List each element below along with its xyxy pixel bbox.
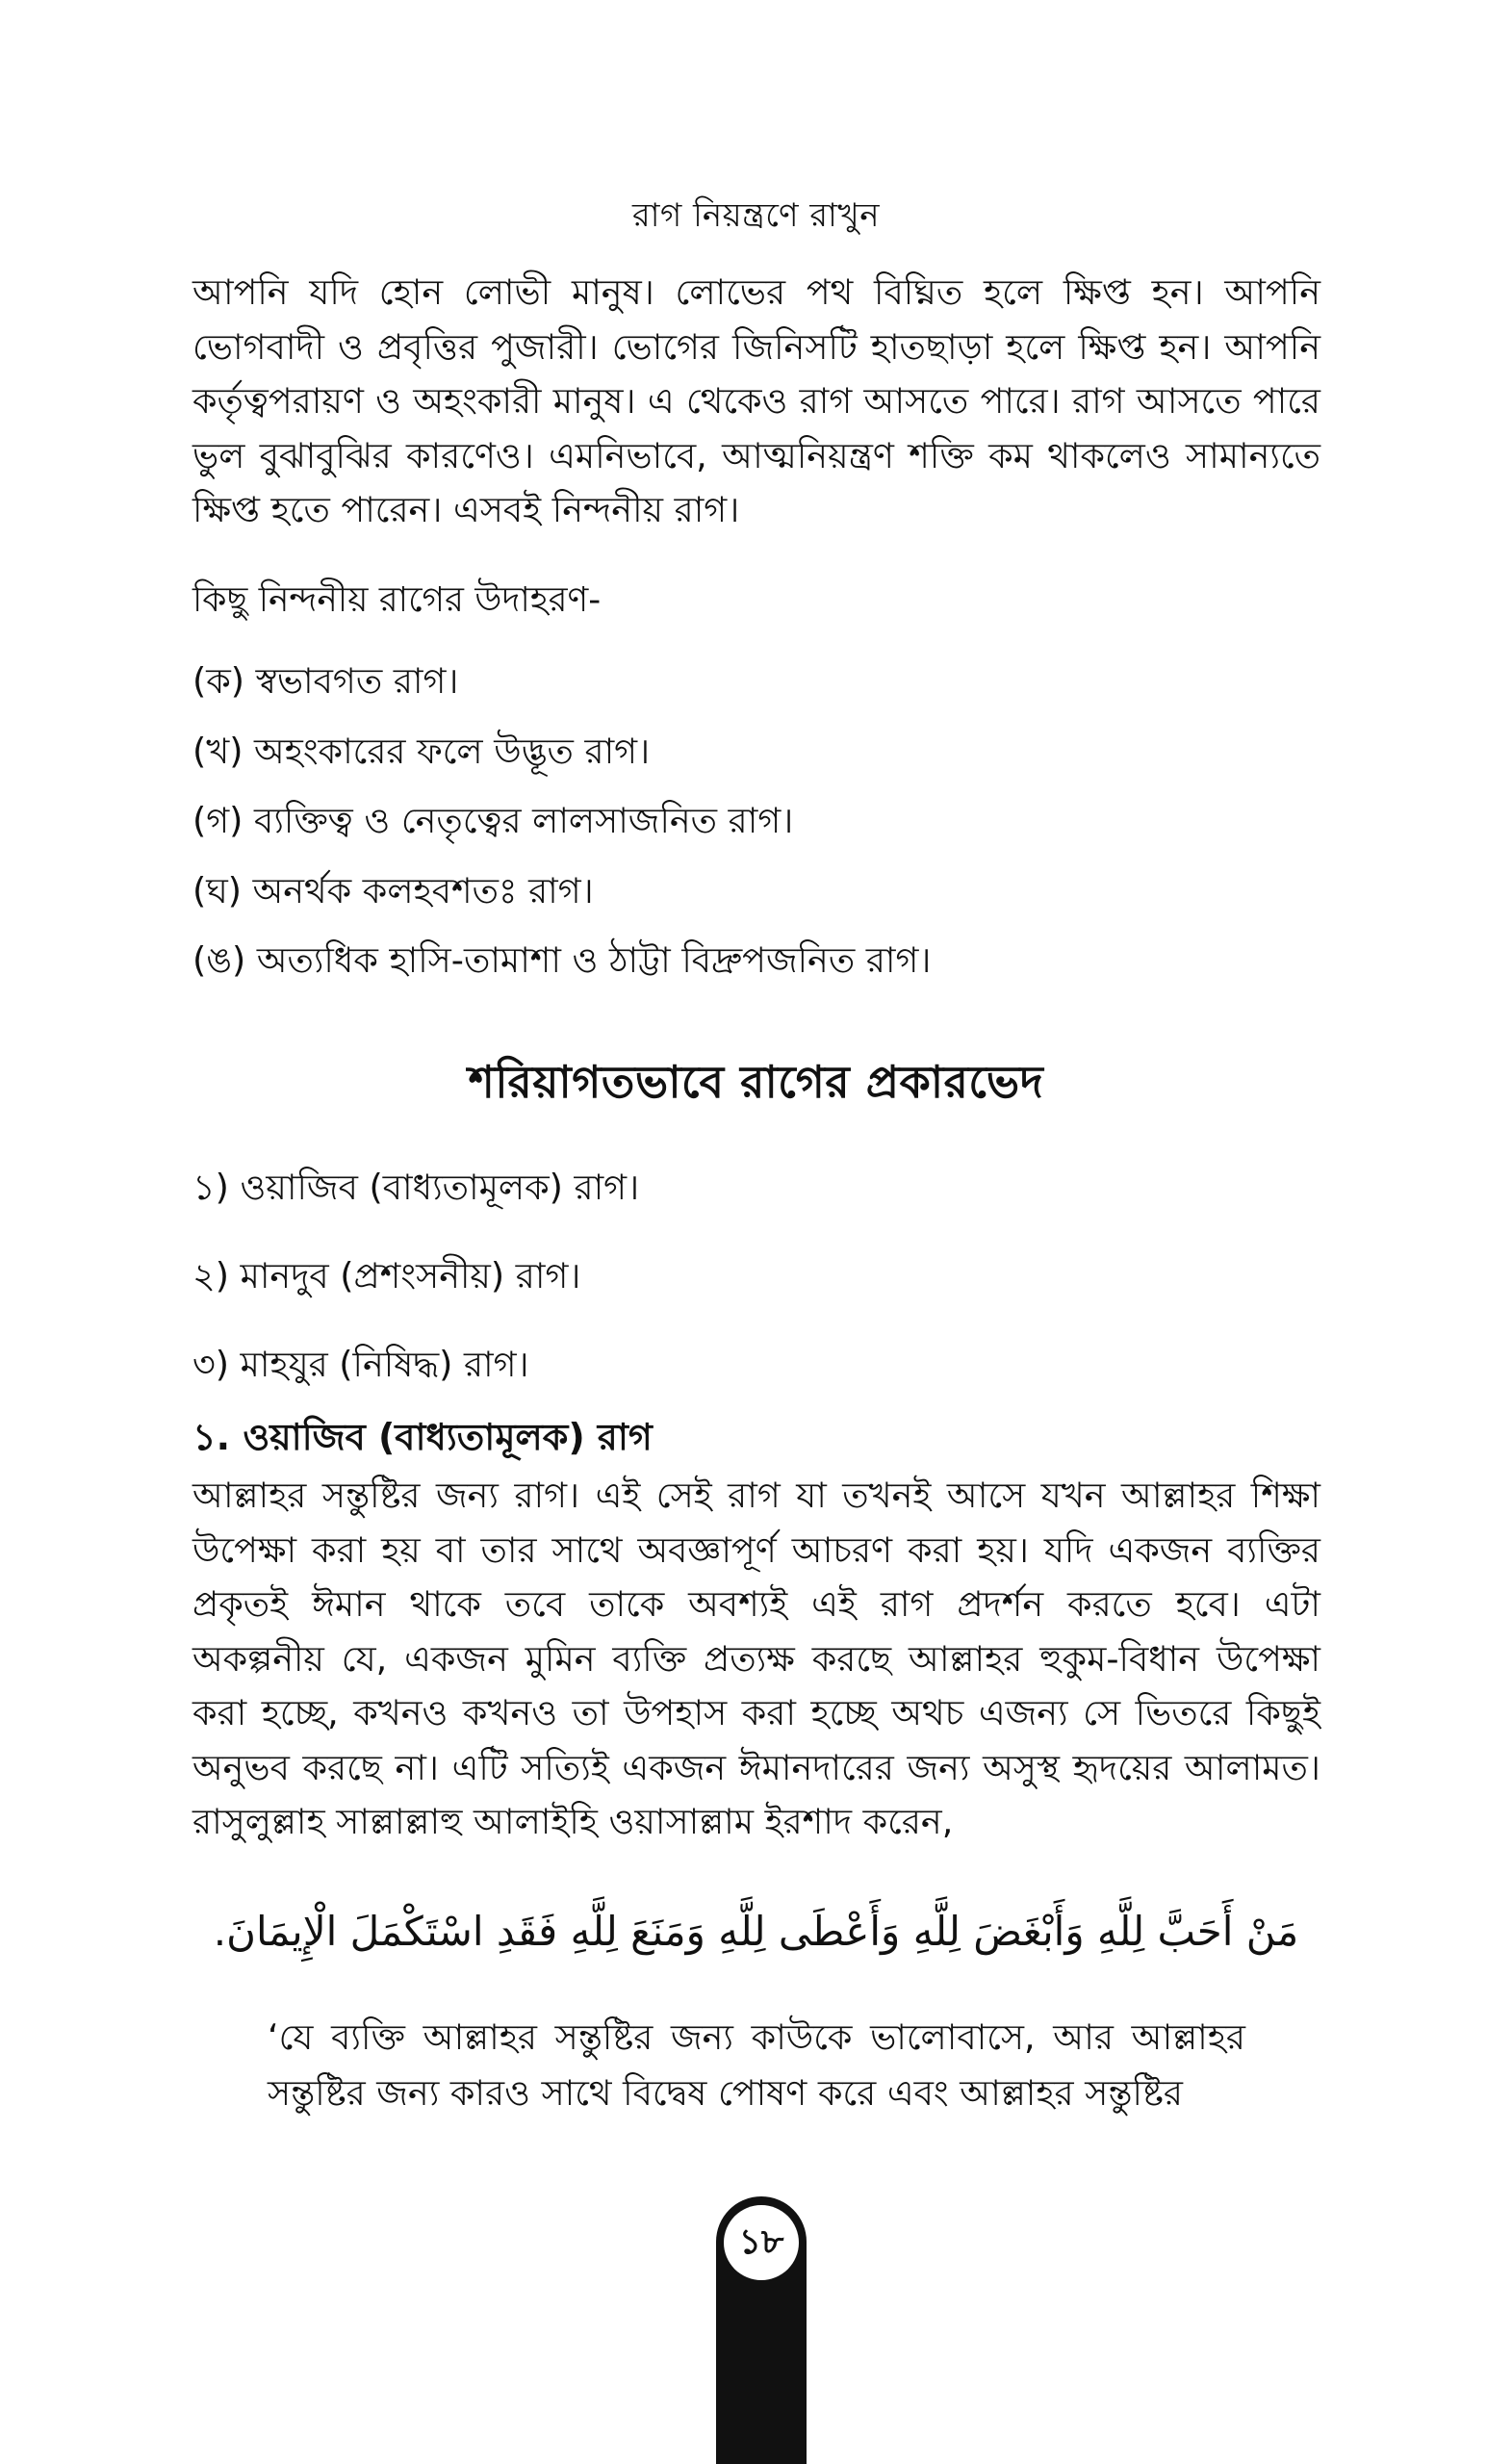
page-number: ১৮ — [724, 2205, 799, 2280]
translation-text: ‘যে ব্যক্তি আল্লাহর সন্তুষ্টির জন্য কাউকে ভালোবাসে, আর আল্লাহর সন্তুষ্টির জন্য কারও সাথে বিদ্বেষ পোষণ করে এবং আল্লাহর সন্তুষ্টির — [268, 2016, 1245, 2114]
examples-intro: কিছু নিন্দনীয় রাগের উদাহরণ- — [192, 580, 602, 620]
list-item: (ঘ) অনর্থক কলহবশতঃ রাগ। — [192, 869, 594, 911]
arabic-hadith: مَنْ أَحَبَّ لِلَّهِ وَأَبْغَضَ لِلَّهِ وَأَعْطَى لِلَّهِ وَمَنَعَ لِلَّهِ فَقَدِ اسْتَكْمَلَ الْإِيمَانَ. — [213, 1908, 1299, 1955]
examples-list — [192, 647, 1320, 996]
list-item: (ক) স্বভাবগত রাগ। — [192, 660, 459, 702]
list-item: (গ) ব্যক্তিত্ব ও নেতৃত্বের লালসাজনিত রাগ। — [192, 800, 794, 841]
anger-types-list — [192, 1143, 1320, 1409]
list-item: (ঙ) অত্যধিক হাসি-তামাশা ও ঠাট্টা বিদ্রুপজনিত রাগ। — [192, 939, 932, 981]
list-item: ২) মানদুব (প্রশংসনীয়) রাগ। — [192, 1255, 581, 1296]
list-item: ১) ওয়াজিব (বাধ্যতামূলক) রাগ। — [192, 1167, 640, 1208]
section-heading: শরিয়াগতভাবে রাগের প্রকারভেদ — [468, 1056, 1044, 1108]
list-item: (খ) অহংকারের ফলে উদ্ভূত রাগ। — [192, 730, 651, 772]
paragraph-greed-anger: আপনি যদি হোন লোভী মানুষ। লোভের পথ বিঘ্নিত হলে ক্ষিপ্ত হন। আপনি ভোগবাদী ও প্রবৃত্তির পুজারী। ভোগের জিনিসটি হাতছাড়া হলে ক্ষিপ্ত হন। আপনি কর্তৃত্বপরায়ণ ও অহংকারী মানুষ। এ থেকেও রাগ আসতে পারে। রাগ আসতে পারে ভুল বুঝাবুঝির কারণেও। এমনিভাবে, আত্মনিয়ন্ত্রণ শক্তি কম থাকলেও সামান্যতে ক্ষিপ্ত হতে পারেন। এসবই নিন্দনীয় রাগ। — [192, 271, 1320, 530]
list-item: ৩) মাহযুর (নিষিদ্ধ) রাগ। — [192, 1344, 529, 1385]
paragraph-wajib: আল্লাহর সন্তুষ্টির জন্য রাগ। এই সেই রাগ যা তখনই আসে যখন আল্লাহর শিক্ষা উপেক্ষা করা হয় বা তার সাথে অবজ্ঞাপূর্ণ আচরণ করা হয়। যদি একজন ব্যক্তির প্রকৃতই ঈমান থাকে তবে তাকে অবশ্যই এই রাগ প্রদর্শন করতে হবে। এটা অকল্পনীয় যে, একজন মুমিন ব্যক্তি প্রত্যক্ষ করছে আল্লাহর হুকুম-বিধান উপেক্ষা করা হচ্ছে, কখনও কখনও তা উপহাস করা হচ্ছে অথচ এজন্য সে ভিতরে কিছুই অনুভব করছে না। এটি সত্যিই একজন ঈমানদারের জন্য অসুস্থ হৃদয়ের আলামত। রাসুলুল্লাহ সাল্লাল্লাহু আলাইহি ওয়াসাল্লাম ইরশাদ করেন, — [192, 1475, 1320, 1842]
translation-block — [268, 2010, 1245, 2121]
running-head: রাগ নিয়ন্ত্রণে রাখুন — [631, 196, 881, 235]
subheading-wajib: ১. ওয়াজিব (বাধ্যতামূলক) রাগ — [192, 1416, 653, 1458]
